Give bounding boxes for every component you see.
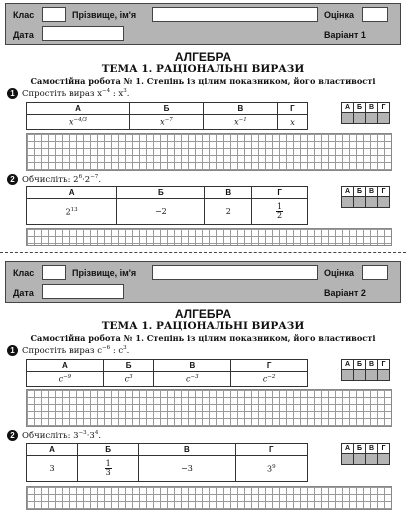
grade-label: Оцінка bbox=[324, 268, 354, 278]
work-grid[interactable] bbox=[26, 389, 392, 427]
question-number: 1 bbox=[7, 345, 18, 356]
option-value: $3^9$ bbox=[235, 456, 307, 482]
name-label: Прізвище, ім'я bbox=[72, 268, 137, 278]
answer-box[interactable] bbox=[366, 454, 378, 465]
option-value: 2 bbox=[205, 199, 252, 225]
date-label: Дата bbox=[13, 288, 34, 298]
box-letter: Б bbox=[354, 187, 366, 197]
answer-box[interactable] bbox=[366, 370, 378, 381]
option-value: $x^{-1}$ bbox=[203, 115, 277, 130]
date-label: Дата bbox=[13, 30, 34, 40]
topic-title: ТЕМА 1. РАЦІОНАЛЬНІ ВИРАЗИ bbox=[101, 320, 305, 332]
date-field[interactable] bbox=[42, 26, 124, 41]
header-bar bbox=[5, 3, 401, 45]
option-value: $x^{-7}$ bbox=[130, 115, 204, 130]
answer-box[interactable] bbox=[378, 454, 390, 465]
answer-box[interactable] bbox=[342, 197, 354, 208]
option-value: −2 bbox=[117, 199, 205, 225]
option-letter: В bbox=[203, 103, 277, 115]
box-letter: Б bbox=[354, 444, 366, 454]
question-number: 2 bbox=[7, 430, 18, 441]
box-letter: В bbox=[366, 103, 378, 113]
option-letter: Г bbox=[235, 444, 307, 456]
subject-title: АЛГЕБРА bbox=[174, 307, 232, 321]
answer-box[interactable] bbox=[366, 113, 378, 124]
subject-title: АЛГЕБРА bbox=[174, 50, 232, 64]
answer-options-table bbox=[26, 443, 308, 482]
answer-box[interactable] bbox=[378, 113, 390, 124]
name-field[interactable] bbox=[152, 265, 318, 280]
class-label: Клас bbox=[13, 268, 35, 278]
option-letter: Г bbox=[252, 187, 308, 199]
work-title: Самостійна робота № 1. Степінь із цілим показником, його властивості bbox=[30, 333, 376, 343]
answer-box[interactable] bbox=[342, 370, 354, 381]
option-letter: Г bbox=[277, 103, 307, 115]
question-text: Обчисліть: $2^6\cdot 2^{-7}$. bbox=[22, 174, 102, 185]
question-number: 1 bbox=[7, 88, 18, 99]
question-text: Обчисліть: $3^{-3}\cdot 3^4$. bbox=[22, 430, 102, 441]
answer-options-table bbox=[26, 186, 308, 225]
option-letter: Г bbox=[231, 360, 308, 372]
option-value: $c^3$ bbox=[103, 372, 154, 387]
name-field[interactable] bbox=[152, 7, 318, 22]
option-letter: А bbox=[27, 187, 117, 199]
question-text: Спростіть вираз $x^{-4}$ : $x^3$. bbox=[22, 88, 130, 99]
grade-label: Оцінка bbox=[324, 10, 354, 20]
box-letter: Г bbox=[378, 444, 390, 454]
box-letter: В bbox=[366, 360, 378, 370]
option-letter: В bbox=[139, 444, 235, 456]
option-value: $\frac{1}{2}$ bbox=[252, 199, 308, 225]
answer-boxes[interactable] bbox=[341, 102, 390, 124]
box-letter: Г bbox=[378, 103, 390, 113]
option-value: $c^{-2}$ bbox=[231, 372, 308, 387]
box-letter: А bbox=[342, 360, 354, 370]
option-letter: В bbox=[205, 187, 252, 199]
answer-box[interactable] bbox=[354, 454, 366, 465]
work-grid[interactable] bbox=[26, 228, 392, 246]
answer-box[interactable] bbox=[378, 197, 390, 208]
topic-title: ТЕМА 1. РАЦІОНАЛЬНІ ВИРАЗИ bbox=[101, 63, 305, 75]
question-number: 2 bbox=[7, 174, 18, 185]
work-grid[interactable] bbox=[26, 486, 392, 510]
answer-box[interactable] bbox=[354, 113, 366, 124]
answer-options-table bbox=[26, 359, 308, 387]
option-letter: Б bbox=[103, 360, 154, 372]
option-letter: А bbox=[27, 360, 104, 372]
box-letter: Б bbox=[354, 360, 366, 370]
answer-box[interactable] bbox=[354, 197, 366, 208]
answer-options-table bbox=[26, 102, 308, 130]
variant-label: Варіант 2 bbox=[324, 288, 366, 298]
date-field[interactable] bbox=[42, 284, 124, 299]
box-letter: В bbox=[366, 187, 378, 197]
box-letter: Б bbox=[354, 103, 366, 113]
answer-box[interactable] bbox=[354, 370, 366, 381]
option-letter: А bbox=[27, 444, 78, 456]
grade-field[interactable] bbox=[362, 265, 388, 280]
work-grid[interactable] bbox=[26, 133, 392, 171]
name-label: Прізвище, ім'я bbox=[72, 10, 137, 20]
box-letter: А bbox=[342, 444, 354, 454]
variant-label: Варіант 1 bbox=[324, 30, 366, 40]
option-value: $\frac{1}{3}$ bbox=[78, 456, 139, 482]
box-letter: Г bbox=[378, 187, 390, 197]
option-value: $c^{-3}$ bbox=[154, 372, 231, 387]
class-field[interactable] bbox=[42, 7, 66, 22]
answer-boxes[interactable] bbox=[341, 443, 390, 465]
option-letter: Б bbox=[117, 187, 205, 199]
option-value: x bbox=[277, 115, 307, 130]
option-letter: Б bbox=[78, 444, 139, 456]
class-label: Клас bbox=[13, 10, 35, 20]
option-value: $x^{-4/3}$ bbox=[27, 115, 130, 130]
option-value: −3 bbox=[139, 456, 235, 482]
answer-boxes[interactable] bbox=[341, 186, 390, 208]
answer-box[interactable] bbox=[342, 454, 354, 465]
question-text: Спростіть вираз $c^{-6}$ : $c^3$. bbox=[22, 345, 130, 356]
grade-field[interactable] bbox=[362, 7, 388, 22]
class-field[interactable] bbox=[42, 265, 66, 280]
answer-box[interactable] bbox=[342, 113, 354, 124]
answer-box[interactable] bbox=[378, 370, 390, 381]
cut-line bbox=[0, 252, 406, 253]
option-letter: В bbox=[154, 360, 231, 372]
box-letter: А bbox=[342, 103, 354, 113]
box-letter: В bbox=[366, 444, 378, 454]
header-bar bbox=[5, 261, 401, 303]
box-letter: А bbox=[342, 187, 354, 197]
option-value: $c^{-9}$ bbox=[27, 372, 104, 387]
option-value: 3 bbox=[27, 456, 78, 482]
option-letter: Б bbox=[130, 103, 204, 115]
work-title: Самостійна робота № 1. Степінь із цілим показником, його властивості bbox=[30, 76, 376, 86]
option-value: $2^{13}$ bbox=[27, 199, 117, 225]
box-letter: Г bbox=[378, 360, 390, 370]
option-letter: А bbox=[27, 103, 130, 115]
answer-box[interactable] bbox=[366, 197, 378, 208]
answer-boxes[interactable] bbox=[341, 359, 390, 381]
